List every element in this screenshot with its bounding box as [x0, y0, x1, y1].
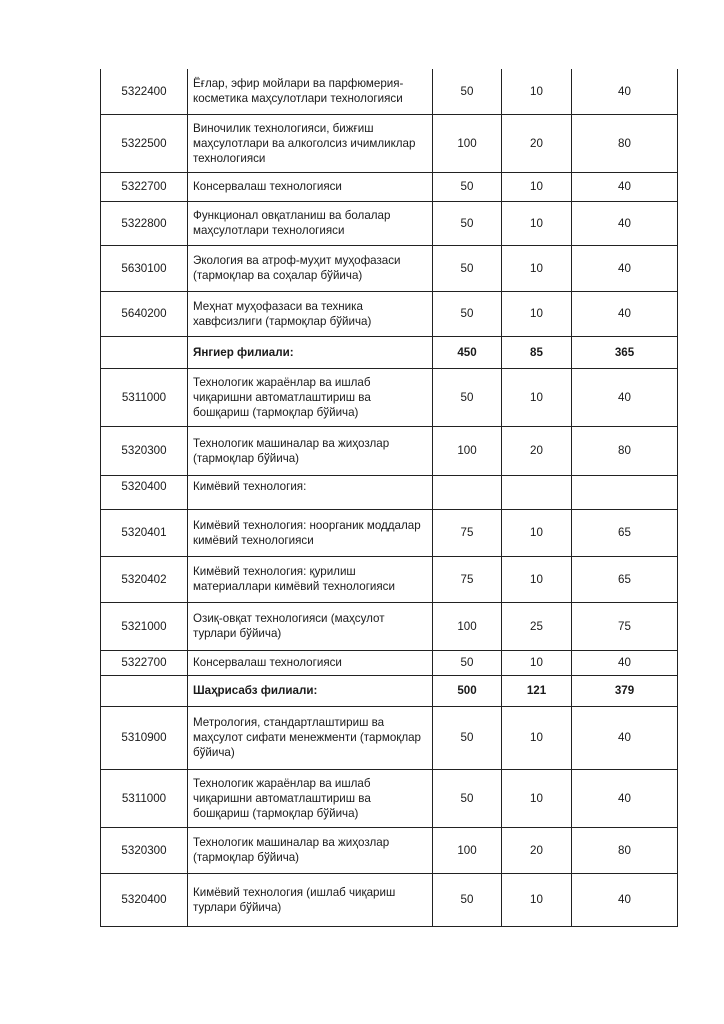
specialty-code-cell: 5320402 — [101, 556, 188, 602]
specialty-name-cell: Консервалаш технологияси — [188, 172, 433, 201]
contract-quota-cell: 365 — [572, 336, 678, 368]
grant-quota-cell: 20 — [502, 426, 572, 475]
grant-quota-cell: 25 — [502, 602, 572, 650]
table-row — [101, 873, 678, 926]
total-quota-cell: 75 — [433, 509, 502, 556]
specialty-code-cell: 5640200 — [101, 291, 188, 336]
contract-quota-cell: 40 — [572, 706, 678, 769]
specialty-code-cell: 5322400 — [101, 69, 188, 114]
specialty-code-cell: 5321000 — [101, 602, 188, 650]
specialty-code-cell: 5322700 — [101, 650, 188, 675]
admission-quota-table — [100, 69, 678, 927]
total-quota-cell: 450 — [433, 336, 502, 368]
grant-quota-cell: 10 — [502, 245, 572, 291]
specialty-name-cell: Меҳнат муҳофазаси ва техника хавфсизлиги (тармоқлар бўйича) — [188, 291, 433, 336]
total-quota-cell: 100 — [433, 114, 502, 172]
grant-quota-cell: 10 — [502, 706, 572, 769]
contract-quota-cell: 80 — [572, 114, 678, 172]
grant-quota-cell: 20 — [502, 827, 572, 873]
specialty-name-cell: Консервалаш технологияси — [188, 650, 433, 675]
grant-quota-cell: 10 — [502, 769, 572, 827]
specialty-code-cell: 5322700 — [101, 172, 188, 201]
table-row — [101, 368, 678, 426]
grant-quota-cell: 20 — [502, 114, 572, 172]
contract-quota-cell: 40 — [572, 873, 678, 926]
specialty-code-cell: 5320400 — [101, 475, 188, 509]
total-quota-cell: 100 — [433, 602, 502, 650]
specialty-code-cell: 5310900 — [101, 706, 188, 769]
total-quota-cell: 50 — [433, 201, 502, 245]
specialty-code-cell: 5630100 — [101, 245, 188, 291]
specialty-code-cell: 5320300 — [101, 827, 188, 873]
specialty-code-cell: 5322800 — [101, 201, 188, 245]
branch-total-row — [101, 336, 678, 368]
table-row — [101, 509, 678, 556]
branch-total-row — [101, 675, 678, 706]
table-row — [101, 556, 678, 602]
grant-quota-cell: 10 — [502, 873, 572, 926]
contract-quota-cell — [572, 475, 678, 509]
total-quota-cell: 100 — [433, 827, 502, 873]
specialty-code-cell: 5311000 — [101, 368, 188, 426]
specialty-name-cell: Янгиер филиали: — [188, 336, 433, 368]
grant-quota-cell: 10 — [502, 368, 572, 426]
contract-quota-cell: 40 — [572, 769, 678, 827]
specialty-name-cell: Ёғлар, эфир мойлари ва парфюмерия-косметика маҳсулотлари технологияси — [188, 69, 433, 114]
total-quota-cell: 50 — [433, 706, 502, 769]
total-quota-cell — [433, 475, 502, 509]
grant-quota-cell: 10 — [502, 556, 572, 602]
grant-quota-cell — [502, 475, 572, 509]
table-row — [101, 201, 678, 245]
contract-quota-cell: 40 — [572, 368, 678, 426]
grant-quota-cell: 10 — [502, 201, 572, 245]
specialty-code-cell: 5322500 — [101, 114, 188, 172]
total-quota-cell: 50 — [433, 368, 502, 426]
grant-quota-cell: 10 — [502, 172, 572, 201]
contract-quota-cell: 75 — [572, 602, 678, 650]
table-row — [101, 69, 678, 114]
contract-quota-cell: 40 — [572, 172, 678, 201]
table-row — [101, 291, 678, 336]
table-row — [101, 245, 678, 291]
total-quota-cell: 75 — [433, 556, 502, 602]
specialty-code-cell: 5320401 — [101, 509, 188, 556]
table-row — [101, 602, 678, 650]
specialty-name-cell: Метрология, стандартлаштириш ва маҳсулот сифати менежменти (тармоқлар бўйича) — [188, 706, 433, 769]
grant-quota-cell: 85 — [502, 336, 572, 368]
grant-quota-cell: 121 — [502, 675, 572, 706]
specialty-name-cell: Озиқ-овқат технологияси (маҳсулот турлари бўйича) — [188, 602, 433, 650]
specialty-name-cell: Виночилик технологияси, бижғиш маҳсулотлари ва алкоголсиз ичимликлар технологияси — [188, 114, 433, 172]
contract-quota-cell: 80 — [572, 426, 678, 475]
contract-quota-cell: 80 — [572, 827, 678, 873]
contract-quota-cell: 40 — [572, 201, 678, 245]
specialty-code-cell: 5320400 — [101, 873, 188, 926]
table-body — [101, 69, 678, 926]
grant-quota-cell: 10 — [502, 291, 572, 336]
specialty-name-cell: Технологик жараёнлар ва ишлаб чиқаришни автоматлаштириш ва бошқариш (тармоқлар бўйича) — [188, 368, 433, 426]
grant-quota-cell: 10 — [502, 509, 572, 556]
specialty-name-cell: Кимёвий технология: ноорганик моддалар кимёвий технологияси — [188, 509, 433, 556]
total-quota-cell: 100 — [433, 426, 502, 475]
table-row — [101, 827, 678, 873]
table-row — [101, 706, 678, 769]
grant-quota-cell: 10 — [502, 650, 572, 675]
contract-quota-cell: 65 — [572, 509, 678, 556]
table-row — [101, 769, 678, 827]
table-row — [101, 172, 678, 201]
specialty-name-cell: Технологик машиналар ва жиҳозлар (тармоқлар бўйича) — [188, 827, 433, 873]
specialty-name-cell: Экология ва атроф-муҳит муҳофазаси (тармоқлар ва соҳалар бўйича) — [188, 245, 433, 291]
contract-quota-cell: 65 — [572, 556, 678, 602]
total-quota-cell: 50 — [433, 172, 502, 201]
contract-quota-cell: 40 — [572, 650, 678, 675]
table-row — [101, 426, 678, 475]
total-quota-cell: 500 — [433, 675, 502, 706]
total-quota-cell: 50 — [433, 245, 502, 291]
specialty-name-cell: Кимёвий технология: қурилиш материаллари кимёвий технологияси — [188, 556, 433, 602]
contract-quota-cell: 40 — [572, 69, 678, 114]
specialty-name-cell: Технологик жараёнлар ва ишлаб чиқаришни автоматлаштириш ва бошқариш (тармоқлар бўйича) — [188, 769, 433, 827]
specialty-name-cell: Шаҳрисабз филиали: — [188, 675, 433, 706]
specialty-code-cell: 5311000 — [101, 769, 188, 827]
specialty-name-cell: Кимёвий технология: — [188, 475, 433, 509]
total-quota-cell: 50 — [433, 873, 502, 926]
contract-quota-cell: 40 — [572, 245, 678, 291]
total-quota-cell: 50 — [433, 291, 502, 336]
contract-quota-cell: 379 — [572, 675, 678, 706]
specialty-code-cell — [101, 336, 188, 368]
specialty-name-cell: Функционал овқатланиш ва болалар маҳсулотлари технологияси — [188, 201, 433, 245]
table-row — [101, 114, 678, 172]
specialty-name-cell: Технологик машиналар ва жиҳозлар (тармоқлар бўйича) — [188, 426, 433, 475]
total-quota-cell: 50 — [433, 650, 502, 675]
specialty-code-cell: 5320300 — [101, 426, 188, 475]
specialty-name-cell: Кимёвий технология (ишлаб чиқариш турлари бўйича) — [188, 873, 433, 926]
group-header-row — [101, 475, 678, 509]
total-quota-cell: 50 — [433, 769, 502, 827]
table-row — [101, 650, 678, 675]
total-quota-cell: 50 — [433, 69, 502, 114]
contract-quota-cell: 40 — [572, 291, 678, 336]
specialty-code-cell — [101, 675, 188, 706]
grant-quota-cell: 10 — [502, 69, 572, 114]
